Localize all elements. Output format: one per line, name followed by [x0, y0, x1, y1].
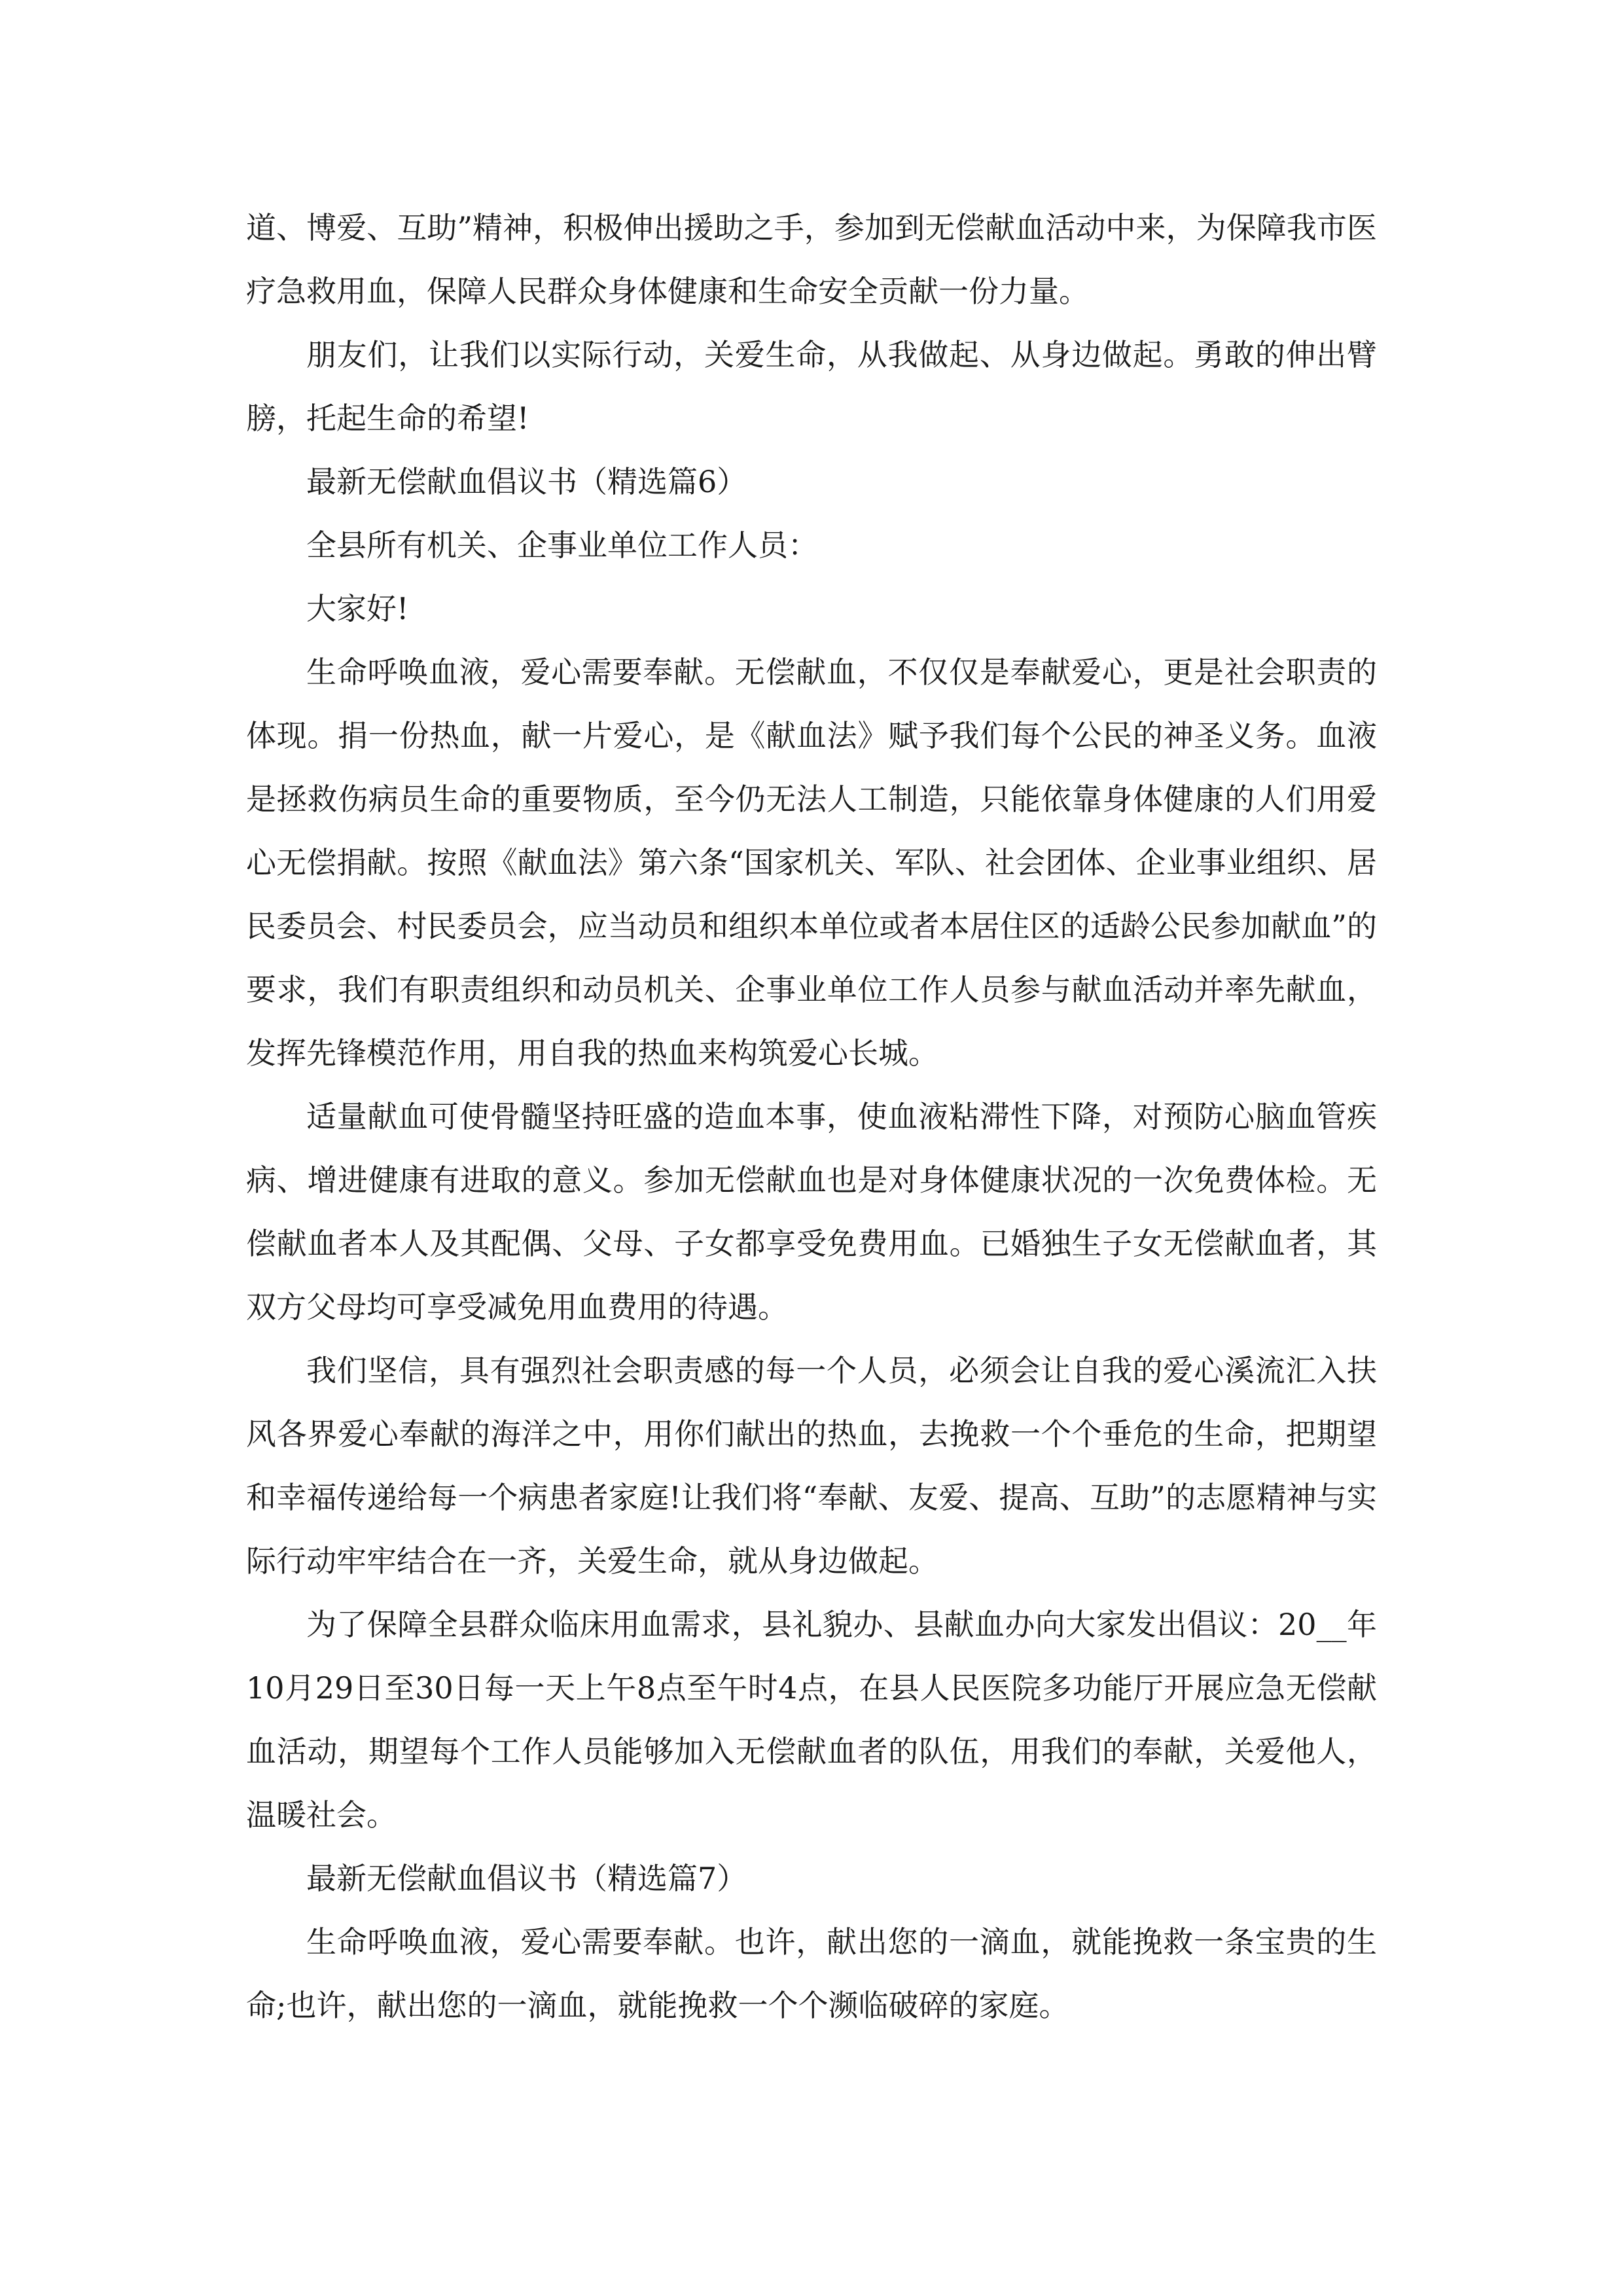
section-heading-6: 最新无偿献血倡议书（精选篇6）	[306, 464, 747, 499]
document-body	[246, 196, 1377, 2037]
paragraph-schedule: 为了保障全县群众临床用血需求，县礼貌办、县献血办向大家发出倡议：20__年10月29日至30日每一天上午8点至午时4点，在县人民医院多功能厅开展应急无偿献血活动，期望每个工作人员能够加入无偿献血者的队伍，用我们的奉献，关爱他人，温暖社会。	[246, 1607, 1377, 1833]
salutation-recipients: 全县所有机关、企事业单位工作人员：	[306, 528, 818, 563]
paragraph-law: 生命呼唤血液，爱心需要奉献。无偿献血，不仅仅是奉献爱心，更是社会职责的体现。捐一份热血，献一片爱心，是《献血法》赋予我们每个公民的神圣义务。血液是拯救伤病员生命的重要物质，至今仍无法人工制造，只能依靠身体健康的人们用爱心无偿捐献。按照《献血法》第六条“国家机关、军队、社会团体、企业事业组织、居民委员会、村民委员会，应当动员和组织本单位或者本居住区的适龄公民参加献血”的要求，我们有职责组织和动员机关、企事业单位工作人员参与献血活动并率先献血，发挥先锋模范作用，用自我的热血来构筑爱心长城。	[246, 655, 1377, 1071]
section-heading-7: 最新无偿献血倡议书（精选篇7）	[306, 1861, 747, 1896]
greeting: 大家好!	[306, 591, 409, 626]
paragraph-appeal: 朋友们，让我们以实际行动，关爱生命，从我做起、从身边做起。勇敢的伸出臂膀，托起生命的希望!	[246, 337, 1377, 436]
paragraph-benefits: 适量献血可使骨髓坚持旺盛的造血本事，使血液粘滞性下降，对预防心脑血管疾病、增进健康有进取的意义。参加无偿献血也是对身体健康状况的一次免费体检。无偿献血者本人及其配偶、父母、子女都享受免费用血。已婚独生子女无偿献血者，其双方父母均可享受减免用血费用的待遇。	[246, 1099, 1377, 1325]
paragraph-continuation: 道、博爱、互助”精神，积极伸出援助之手，参加到无偿献血活动中来，为保障我市医疗急救用血，保障人民群众身体健康和生命安全贡献一份力量。	[246, 210, 1377, 309]
paragraph-belief: 我们坚信，具有强烈社会职责感的每一个人员，必须会让自我的爱心溪流汇入扶风各界爱心奉献的海洋之中，用你们献出的热血，去挽救一个个垂危的生命，把期望和幸福传递给每一个病患者家庭!让我们将“奉献、友爱、提高、互助”的志愿精神与实际行动牢牢结合在一齐，关爱生命，就从身边做起。	[246, 1353, 1377, 1579]
paragraph-closing: 生命呼唤血液，爱心需要奉献。也许，献出您的一滴血，就能挽救一条宝贵的生命;也许，献出您的一滴血，就能挽救一个个濒临破碎的家庭。	[246, 1924, 1377, 2023]
